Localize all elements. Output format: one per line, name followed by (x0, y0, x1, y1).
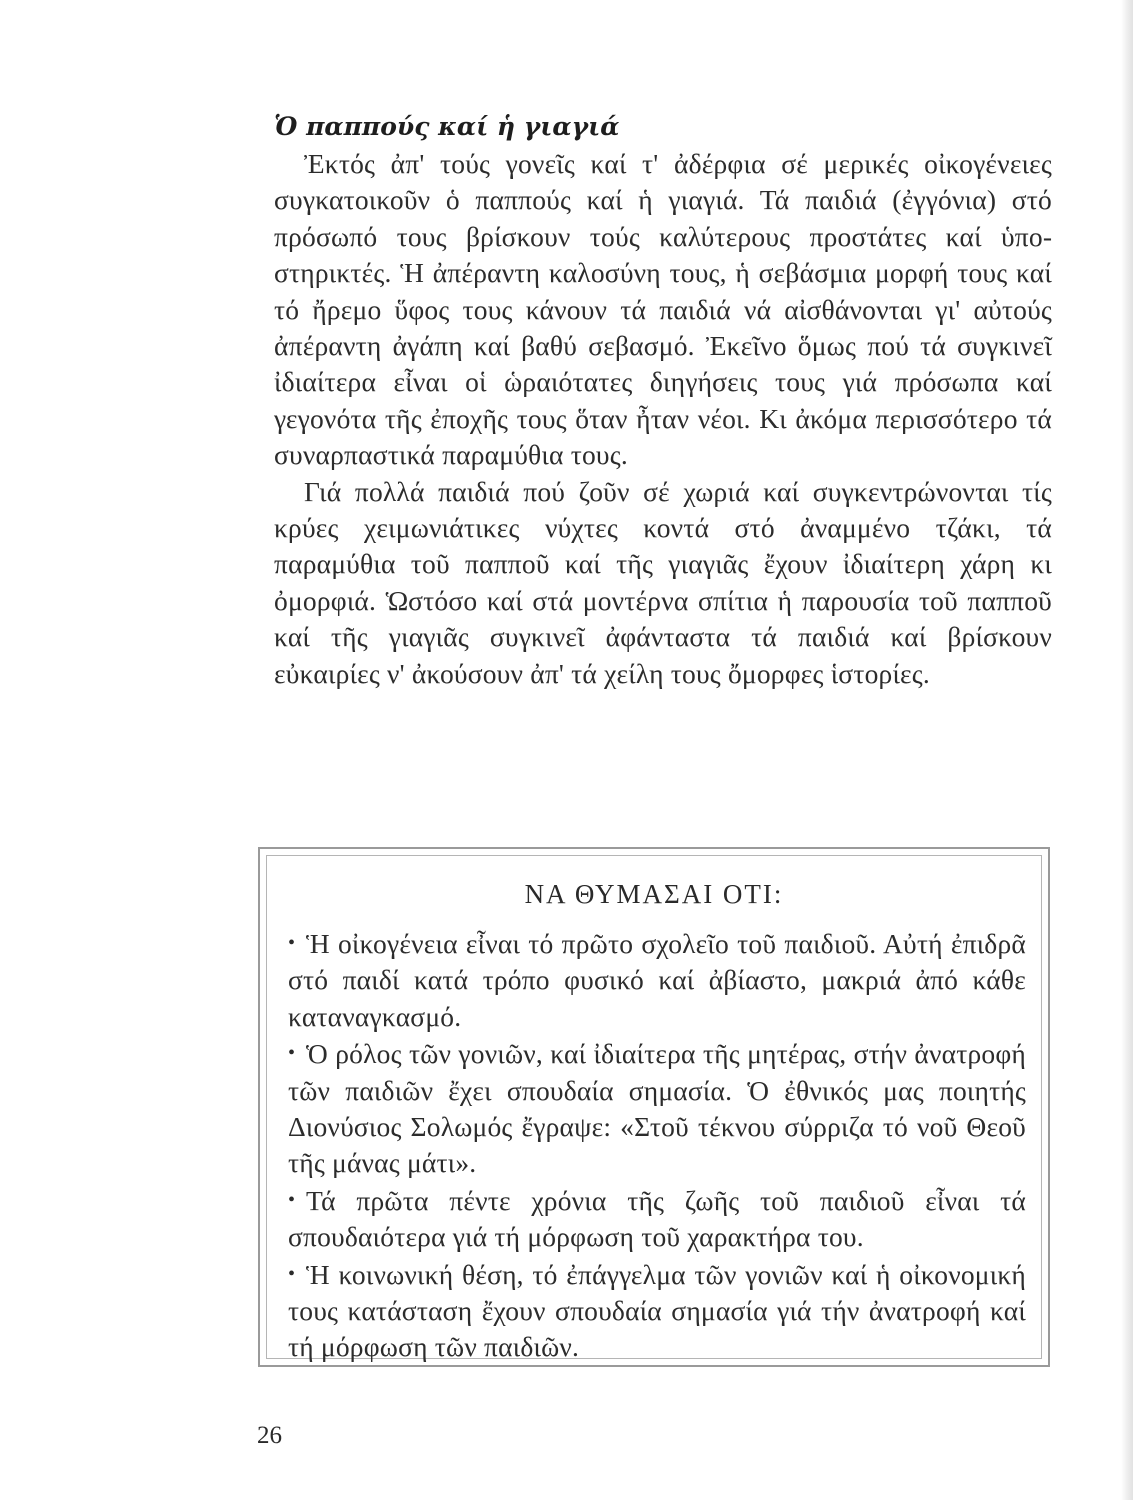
remember-box (258, 847, 1050, 1367)
remember-item (288, 1182, 1026, 1256)
page-number: 26 (257, 1422, 282, 1449)
bullet-icon: • (288, 1262, 296, 1285)
remember-item-text: Ὁ ρόλος τῶν γονιῶν, καί ἰδιαίτερα τῆς μητέρας, στήν ἀνατροφή τῶν παιδιῶν ἔχει σπουδαία σημασία. Ὁ ἐθνικός μας ποιητής Διονύσιος Σολωμός ἔγραψε: «Στοῦ τέκνου σύρριζα τό νοῦ Θεοῦ τῆς μάνας μάτι». (288, 1038, 1026, 1179)
bullet-icon: • (288, 932, 296, 954)
paragraph-1: Ἐκτός ἀπ' τούς γονεῖς καί τ' ἀδέρφια σέ μερικές οἰκογένειες συγκατοικοῦν ὁ παππούς καί ἡ γιαγιά. Τά παιδιά (ἐγγόνια) στό πρόσωπό τους βρίσκουν τούς καλύτερους προστάτες καί ὑποστηρικτές. Ἡ ἀπέραντη καλοσύνη τους, ἡ σεβάσμια μορφή τους καί τό ἤρεμο ὕφος τους κάνουν τά παιδιά νά αἰσθάνονται γι' αὐτούς ἀπέραντη ἀγάπη καί βαθύ σεβασμό. Ἐκεῖνο ὅμως πού τά συγκινεῖ ἰδιαίτερα εἶναι οἱ ὡραιότατες διηγήσεις τους γιά πρόσωπα καί γεγονότα τῆς ἐποχῆς τους ὅταν ἦταν νέοι. Κι ἀκόμα περισσότερο τά συναρπαστικά παραμύθια τους. (274, 148, 1052, 471)
remember-item (288, 1256, 1026, 1366)
remember-item-text: Ἡ οἰκογένεια εἶναι τό πρῶτο σχολεῖο τοῦ παιδιοῦ. Αὐτή ἐπιδρᾶ στό παιδί κατά τρόπο φυσικό καί ἀβίαστο, μακριά ἀπό κάθε καταναγκασμό. (288, 928, 1026, 1032)
remember-item-text: Ἡ κοινωνική θέση, τό ἐπάγγελμα τῶν γονιῶν καί ἡ οἰκονομική τους κατάσταση ἔχουν σπουδαία σημασία γιά τήν ἀνατροφή καί τή μόρφωση τῶν παιδιῶν. (288, 1258, 1026, 1363)
paragraph-2: Γιά πολλά παιδιά πού ζοῦν σέ χωριά καί συγκεντρώνονται τίς κρύες χειμωνιάτικες νύχτες κοντά στό ἀναμμένο τζάκι, τά παραμύθια τοῦ παπποῦ καί τῆς γιαγιᾶς ἔχουν ἰδιαίτερη χάρη κι ὀμορφιά. Ὡστόσο καί στά μοντέρνα σπίτια ἡ παρουσία τοῦ παπποῦ καί τῆς γιαγιᾶς συγκινεῖ ἀφάνταστα τά παιδιά καί βρίσκουν εὐκαιρίες ν' ἀκούσουν ἀπ' τά χείλη τους ὄμορφες ἱστορίες. (274, 475, 1052, 689)
article (274, 108, 1052, 692)
bullet-icon: • (288, 1042, 296, 1065)
section-heading: Ὁ παππούς καί ἡ γιαγιά (274, 112, 620, 141)
remember-list (288, 925, 1026, 1366)
remember-item (288, 925, 1026, 1035)
remember-item-text: Τά πρῶτα πέντε χρόνια τῆς ζωῆς τοῦ παιδιοῦ εἶναι τά σπουδαιότερα γιά τή μόρφωση τοῦ χαρακτήρα του. (288, 1184, 1026, 1253)
page-edge-shadow (1121, 0, 1133, 1500)
remember-box-title: ΝΑ ΘΥΜΑΣΑΙ ΟΤΙ: (524, 879, 784, 909)
remember-item (288, 1035, 1026, 1182)
bullet-icon: • (288, 1188, 296, 1211)
